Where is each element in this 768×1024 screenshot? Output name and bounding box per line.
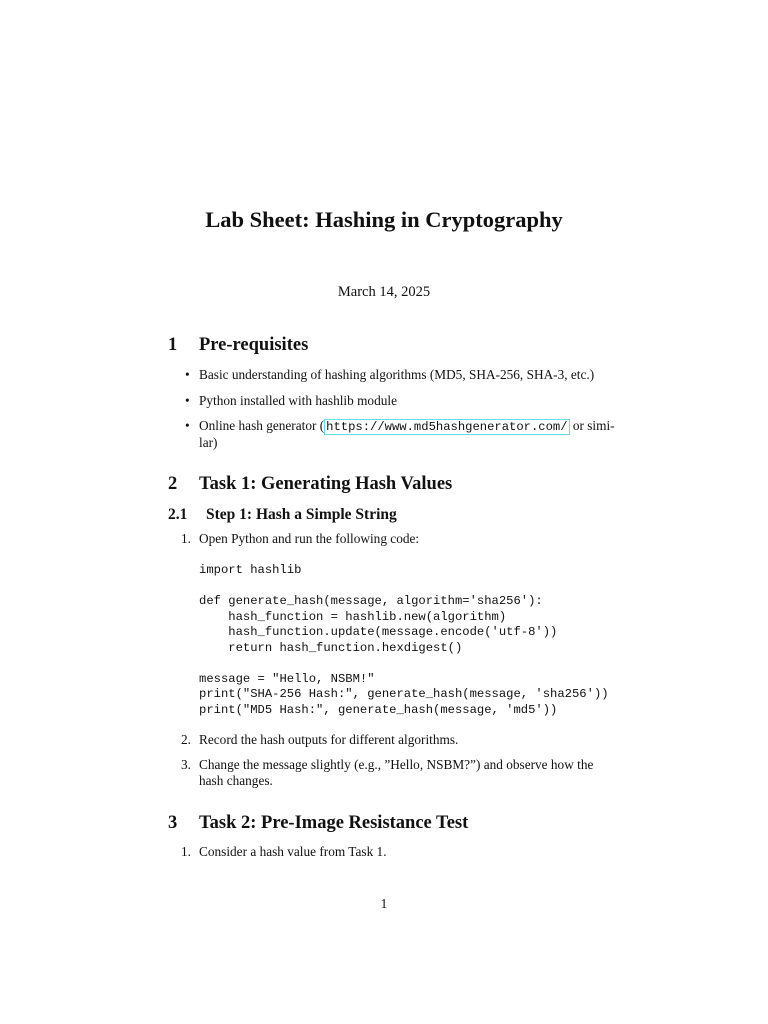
enum-marker: 3.	[181, 757, 191, 772]
section-heading-prerequisites	[168, 333, 668, 357]
code-line: print("SHA-256 Hash:", generate_hash(message, 'sha256'))	[199, 687, 609, 701]
section-number: 2	[168, 474, 178, 494]
section-title: Task 2: Pre-Image Resistance Test	[199, 813, 469, 833]
section-heading-task2	[168, 811, 668, 835]
enumerated-item	[181, 732, 609, 748]
list-item	[185, 393, 609, 409]
bullet-marker: •	[185, 393, 190, 408]
code-line: import hashlib	[199, 563, 302, 577]
enum-item-text: Change the message slightly (e.g., ”Hello, NSBM?”) and observe how the	[199, 757, 594, 772]
enumerated-item	[181, 844, 609, 860]
list-item-text: Basic understanding of hashing algorithms (MD5, SHA-256, SHA-3, etc.)	[199, 367, 595, 382]
document-date: March 14, 2025	[337, 284, 431, 300]
enum-item-continuation: hash changes.	[199, 773, 273, 788]
list-item-continuation: lar)	[199, 435, 218, 450]
list-item	[185, 418, 615, 451]
enum-item-text: Record the hash outputs for different algorithms.	[199, 732, 459, 747]
section-number: 1	[168, 335, 178, 355]
code-block	[199, 563, 619, 718]
code-line: def generate_hash(message, algorithm='sha256'):	[199, 594, 543, 608]
section-title: Task 1: Generating Hash Values	[199, 474, 453, 494]
enumerated-item	[181, 531, 609, 547]
code-line: message = "Hello, NSBM!"	[199, 671, 375, 686]
subsection-number: 2.1	[168, 506, 188, 523]
enum-marker: 1.	[181, 844, 191, 859]
document-title: Lab Sheet: Hashing in Cryptography	[205, 207, 563, 232]
code-line: return hash_function.hexdigest()	[199, 640, 463, 655]
list-item-text: Online hash generator (	[199, 418, 325, 433]
enum-item-text: Consider a hash value from Task 1.	[199, 844, 387, 859]
enumerated-item	[181, 757, 609, 789]
bullet-marker: •	[185, 367, 190, 382]
section-title: Pre-requisites	[199, 335, 309, 355]
code-line: hash_function.update(message.encode('utf-8'))	[199, 625, 558, 639]
code-line: print("MD5 Hash:", generate_hash(message, 'md5'))	[199, 702, 558, 717]
enum-marker: 2.	[181, 732, 191, 747]
bullet-marker: •	[185, 418, 190, 433]
code-line	[199, 579, 619, 595]
section-number: 3	[168, 813, 178, 833]
subsection-heading-step1	[168, 505, 668, 525]
generator-link[interactable]: https://www.md5hashgenerator.com/	[326, 420, 568, 434]
enum-marker: 1.	[181, 531, 191, 546]
code-line	[199, 656, 619, 672]
page-number: 1	[380, 896, 388, 911]
list-item-line	[199, 418, 615, 435]
list-item-text: or simi-	[569, 418, 615, 433]
section-heading-task1	[168, 472, 668, 496]
code-line: hash_function = hashlib.new(algorithm)	[199, 609, 507, 624]
list-item-text: Python installed with hashlib module	[199, 393, 397, 408]
enum-item-text: Open Python and run the following code:	[199, 531, 420, 546]
list-item	[185, 367, 609, 383]
subsection-title: Step 1: Hash a Simple String	[206, 506, 397, 523]
